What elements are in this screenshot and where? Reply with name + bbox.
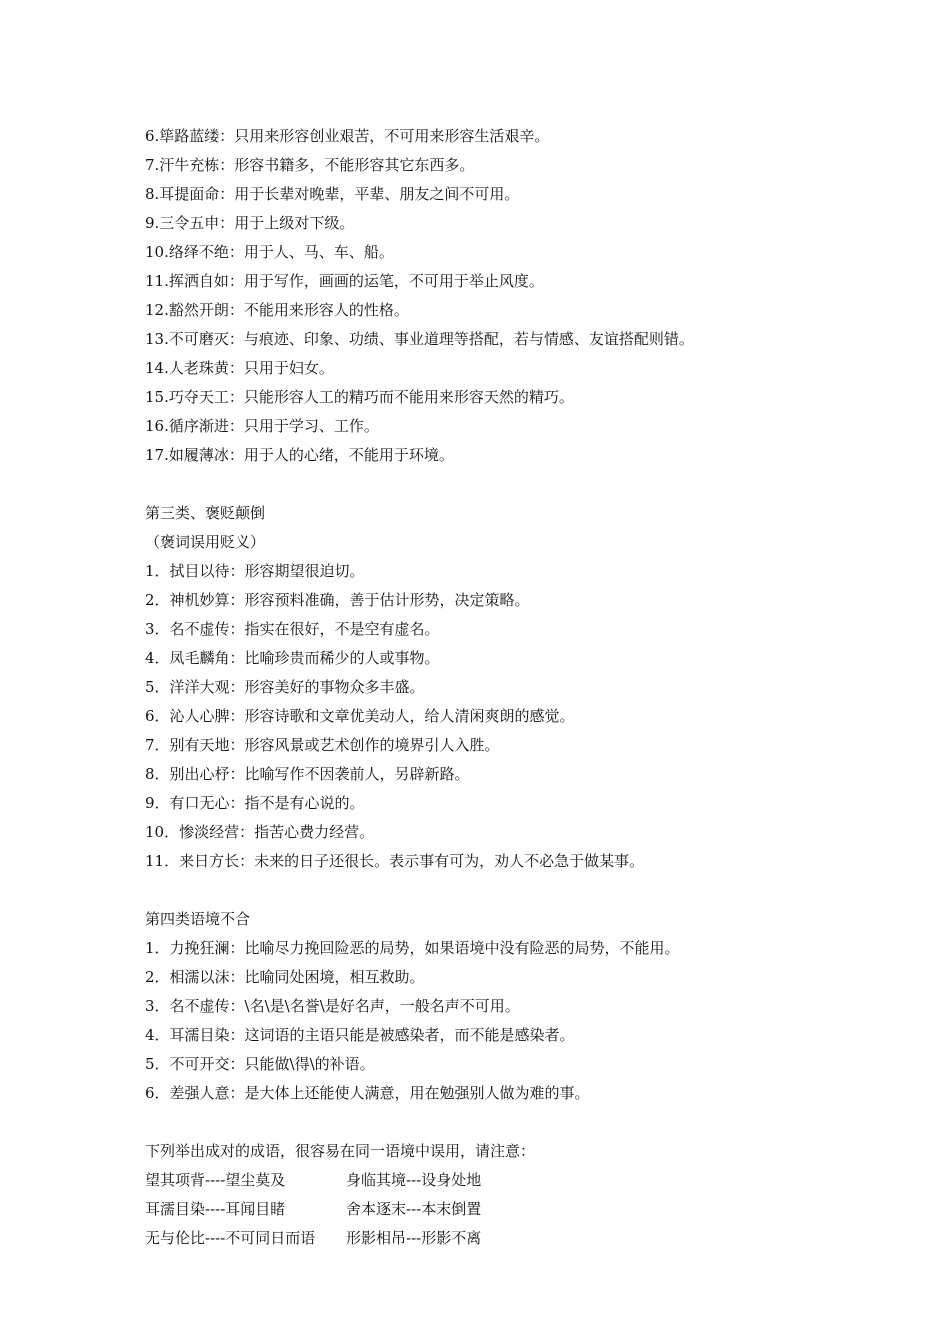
paragraph-gap xyxy=(145,1108,905,1137)
list-item: 7.汗牛充栋：形容书籍多，不能形容其它东西多。 xyxy=(145,156,475,174)
section3 xyxy=(145,499,905,876)
list-item: 5．洋洋大观：形容美好的事物众多丰盛。 xyxy=(145,678,425,696)
list-item: 16.循序渐进：只用于学习、工作。 xyxy=(145,417,379,435)
list-item: 9．有口无心：指不是有心说的。 xyxy=(145,794,365,812)
list-item: 14.人老珠黄：只用于妇女。 xyxy=(145,359,334,377)
list-item: 17.如履薄冰：用于人的心绪，不能用于环境。 xyxy=(145,446,454,464)
list-item: 5．不可开交：只能做\得\的补语。 xyxy=(145,1055,375,1073)
list-item: 15.巧夺天工：只能形容人工的精巧而不能用来形容天然的精巧。 xyxy=(145,388,574,406)
list-item: 11.挥洒自如：用于写作，画画的运笔，不可用于举止风度。 xyxy=(145,272,544,290)
list-item: 11．来日方长：未来的日子还很长。表示事有可为，劝人不必急于做某事。 xyxy=(145,852,645,870)
list-item: 6．差强人意：是大体上还能使人满意，用在勉强别人做为难的事。 xyxy=(145,1084,590,1102)
pairs-intro: 下列举出成对的成语，很容易在同一语境中误用，请注意： xyxy=(145,1142,536,1160)
pair-right: 舍本逐末---本末倒置 xyxy=(346,1200,482,1218)
document-content xyxy=(145,122,905,1253)
list-item: 7．别有天地：形容风景或艺术创作的境界引人入胜。 xyxy=(145,736,500,754)
list-item: 6.筚路蓝缕：只用来形容创业艰苦，不可用来形容生活艰辛。 xyxy=(145,127,550,145)
list-item: 3．名不虚传：指实在很好，不是空有虚名。 xyxy=(145,620,440,638)
list-item: 4．凤毛麟角：比喻珍贵而稀少的人或事物。 xyxy=(145,649,440,667)
paragraph-gap xyxy=(145,470,905,499)
list-item: 1．力挽狂澜：比喻尽力挽回险恶的局势，如果语境中没有险恶的局势，不能用。 xyxy=(145,939,680,957)
pair-right: 身临其境---设身处地 xyxy=(346,1171,482,1189)
pair-row xyxy=(145,1166,905,1195)
list-item: 1．拭目以待：形容期望很迫切。 xyxy=(145,562,365,580)
list-item: 2．神机妙算：形容预料准确，善于估计形势，决定策略。 xyxy=(145,591,530,609)
pair-right: 形影相吊---形影不离 xyxy=(346,1229,482,1247)
pair-left: 耳濡目染----耳闻目睹 xyxy=(145,1200,286,1218)
list-item: 8．别出心杼：比喻写作不因袭前人，另辟新路。 xyxy=(145,765,470,783)
section2-list xyxy=(145,122,905,470)
list-item: 13.不可磨灭：与痕迹、印象、功绩、事业道理等搭配，若与情感、友谊搭配则错。 xyxy=(145,330,694,348)
list-item: 10．惨淡经营：指苦心费力经营。 xyxy=(145,823,375,841)
list-item: 10.络绎不绝：用于人、马、车、船。 xyxy=(145,243,394,261)
list-item: 6．沁人心脾：形容诗歌和文章优美动人，给人清闲爽朗的感觉。 xyxy=(145,707,575,725)
pairs-section xyxy=(145,1137,905,1253)
pair-row xyxy=(145,1224,905,1253)
list-item: 2．相濡以沫：比喻同处困境，相互救助。 xyxy=(145,968,425,986)
pair-left: 望其项背----望尘莫及 xyxy=(145,1171,286,1189)
pair-left: 无与伦比----不可同日而语 xyxy=(145,1229,316,1247)
list-item: 8.耳提面命：用于长辈对晚辈，平辈、朋友之间不可用。 xyxy=(145,185,520,203)
list-item: 12.豁然开朗：不能用来形容人的性格。 xyxy=(145,301,409,319)
list-item: 4．耳濡目染：这词语的主语只能是被感染者，而不能是感染者。 xyxy=(145,1026,575,1044)
paragraph-gap xyxy=(145,876,905,905)
pair-row xyxy=(145,1195,905,1224)
list-item: 9.三令五申：用于上级对下级。 xyxy=(145,214,355,232)
section-title: 第四类语境不合 xyxy=(145,910,251,928)
section-title: 第三类、褒贬颠倒 xyxy=(145,504,266,522)
list-item: 3．名不虚传：\名\是\名誉\是好名声，一般名声不可用。 xyxy=(145,997,520,1015)
section-subtitle: （褒词误用贬义） xyxy=(145,533,266,551)
section4 xyxy=(145,905,905,1108)
